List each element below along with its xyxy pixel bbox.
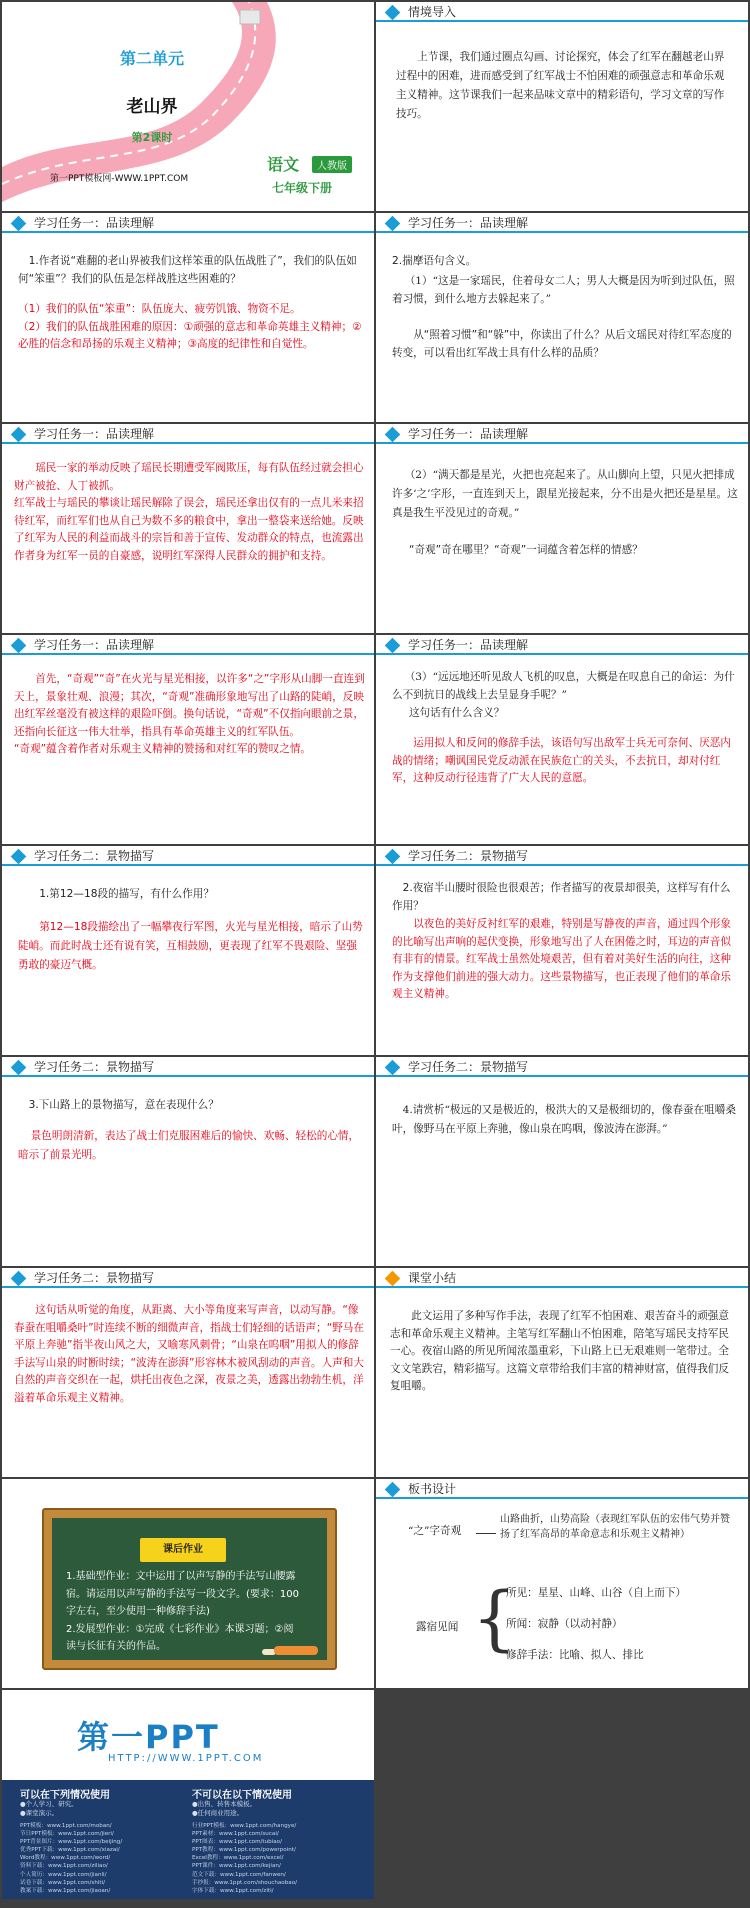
question-text: 2.夜宿半山腰时很险也很艰苦；作者描写的夜景却很美，这样写有什么作用？ bbox=[392, 882, 731, 912]
question-text: 1.第12—18段的描写，有什么作用？ bbox=[39, 888, 214, 900]
cannot-use-title: 不可以在以下情况使用 bbox=[192, 1790, 292, 1801]
brand-logo: 第一PPT bbox=[77, 1718, 220, 1756]
answer-text: 第12—18段描绘出了一幅攀夜行军图，火光与星光相接，暗示了山势陡峭。而此时战士还有说有笑，互相鼓励，更表现了红军不畏艰险、坚强勇敢的豪迈气概。 bbox=[18, 921, 363, 971]
slide-title: 学习任务二：景物描写 bbox=[34, 1271, 155, 1285]
slide-task1-q2[interactable] bbox=[376, 213, 748, 422]
slide-title: 板书设计 bbox=[408, 1482, 457, 1496]
intro-text: 上节课，我们通过圈点勾画、讨论探究，体会了红军在翻越老山界过程中的困难，进而感受到了红军战士不怕困难的顽强意志和革命乐观主义精神。这节课我们一起来品味文章中的精彩语句，学习文章的写作技巧。 bbox=[396, 51, 725, 120]
answer-text: 瑶民一家的举动反映了瑶民长期遭受军阀欺压，每有队伍经过就会担心财产被抢、人丁被抓。 红军战士与瑶民的攀谈让瑶民解除了误会，瑶民还拿出仅有的一点儿米来招待红军，而红军们也从自己为数不多的粮食中，拿出一整袋来送给她。反映了红军为人民的利益而战斗的宗旨和善于宣传、发动群众的特点，也流露出作者身为红军一员的自豪感，说明红军深得人民群众的拥护和支持。 bbox=[14, 462, 364, 562]
slide-header bbox=[376, 635, 748, 662]
diamond-icon bbox=[385, 1482, 401, 1498]
diamond-icon bbox=[11, 638, 27, 654]
diamond-icon bbox=[11, 427, 27, 443]
cover-unit: 第二单元 bbox=[119, 49, 184, 68]
slide-cover[interactable] bbox=[2, 2, 374, 211]
cover-grade: 七年级下册 bbox=[272, 181, 333, 195]
slide-task1-a3[interactable] bbox=[2, 635, 374, 844]
slide-end[interactable] bbox=[2, 1690, 374, 1899]
quote-text: （1）“这是一家瑶民，住着母女二人；男人大概是因为听到过队伍，照着习惯，到什么地方去躲起来了。” bbox=[392, 275, 735, 305]
slide-header bbox=[2, 1268, 374, 1295]
slide-title: 学习任务一：品读理解 bbox=[408, 216, 529, 230]
slide-task2-q2[interactable] bbox=[376, 846, 748, 1055]
brand-url[interactable]: HTTP://WWW.1PPT.COM bbox=[108, 1753, 264, 1764]
cover-site: 第一PPT模板网-WWW.1PPT.COM bbox=[50, 174, 189, 184]
slide-header bbox=[376, 424, 748, 451]
slide-header bbox=[2, 846, 374, 873]
question-text: 2.揣摩语句含义。 bbox=[392, 255, 477, 267]
slide-task1-q1[interactable] bbox=[2, 213, 374, 422]
slide-intro[interactable] bbox=[376, 2, 748, 211]
diamond-icon bbox=[385, 638, 401, 654]
slide-summary[interactable] bbox=[376, 1268, 748, 1477]
slide-title: 学习任务二：景物描写 bbox=[34, 849, 155, 863]
answer-text: 首先，“奇观”“奇”在火光与星光相接，以许多“之”字形从山脚一直连到天上，景象壮观、浪漫；其次，“奇观”准确形象地写出了山路的陡峭，反映出红军丝毫没有被这样的艰险吓倒。换句话说，“奇观”不仅指向眼前之景，还指向长征这一伟大壮举，指具有革命英雄主义的红军队伍。 “奇观”蕴含着作者对乐观主义精神的赞扬和对红军的赞叹之情。 bbox=[14, 673, 365, 756]
diamond-icon bbox=[385, 1271, 401, 1287]
slide-title: 学习任务二：景物描写 bbox=[34, 1060, 155, 1074]
eraser-icon bbox=[274, 1646, 318, 1655]
slide-title: 课堂小结 bbox=[408, 1271, 457, 1285]
slide-task2-q1[interactable] bbox=[2, 846, 374, 1055]
slide-task2-q4[interactable] bbox=[376, 1057, 748, 1266]
slide-title: 学习任务一：品读理解 bbox=[408, 427, 529, 441]
slide-title: 情境导入 bbox=[408, 5, 457, 19]
can-use-body: ●个人学习、研究。 ●课堂演示。 bbox=[20, 1800, 78, 1817]
slide-title: 学习任务一：品读理解 bbox=[34, 216, 155, 230]
answer-text: 景色明朗清新，表达了战士们克服困难后的愉快、欢畅、轻松的心情，暗示了前景光明。 bbox=[18, 1130, 360, 1161]
slide-header bbox=[376, 1268, 748, 1295]
can-use-title: 可以在下列情况使用 bbox=[20, 1790, 110, 1801]
cannot-use-body: ●出售、转售本模板。 ●任何商业用途。 bbox=[192, 1800, 257, 1817]
cover-subject: 语文 bbox=[267, 155, 300, 174]
diamond-icon bbox=[11, 216, 27, 232]
diamond-icon bbox=[11, 1271, 27, 1287]
dash-line bbox=[476, 1533, 496, 1534]
cover-title: 老山界 bbox=[126, 97, 178, 117]
zhi-desc: 山路曲折，山势高险（表现红军队伍的宏伟气势并赞扬了红军高昂的革命意志和乐观主义精神） bbox=[500, 1514, 730, 1540]
slide-task2-q3[interactable] bbox=[2, 1057, 374, 1266]
brace-icon: { bbox=[472, 1577, 517, 1659]
zhi-label: “之”字奇观 bbox=[408, 1525, 462, 1537]
links-right[interactable]: 行业PPT模板：www.1ppt.com/hangye/ PPT素材：www.1ppt.com/sucai/ PPT图表：www.1ppt.com/tubiao/ PPT教程：www.1ppt.com/powerpoint/ Excel教程：www.1ppt.com/excel/ PPT课件：www.1ppt.com/kejian/ 范文下载：www.1ppt.com/fanwen/ 手抄报：www.1ppt.com/shouchaobao/ 字体下载：www.1ppt.com/ziti/ bbox=[192, 1823, 298, 1894]
question-text: 3.下山路上的景物描写，意在表现什么？ bbox=[28, 1099, 219, 1111]
slide-header bbox=[376, 2, 748, 29]
rhetoric-text: 修辞手法：比喻、拟人、排比 bbox=[506, 1649, 644, 1661]
cover-lesson: 第2课时 bbox=[131, 131, 173, 144]
diamond-icon bbox=[385, 216, 401, 232]
quote-text: （3）“远远地还听见敌人飞机的叹息，大概是在叹息自己的命运：为什么不到抗日的战线上去呈显身手呢？” bbox=[392, 671, 735, 701]
answer-text: 这句话从听觉的角度，从距离、大小等角度来写声音，以动写静。“像春蚕在咀嚼桑叶”时连续不断的细微声音，指战士们轻细的话语声；“野马在平原上奔驰”指半夜山风之大，又喻寒风刺骨；“山泉在呜咽”用拟人的修辞手法写山泉的时断时续；“波涛在澎湃”形容林木被风刮动的声音。人声和大自然的声音交织在一起，烘托出夜色之深，夜景之美，透露出勃勃生机，洋溢着革命乐观主义精神。 bbox=[14, 1304, 364, 1404]
slide-board-design[interactable] bbox=[376, 1479, 748, 1688]
homework-text: 1.基础型作业：文中运用了以声写静的手法写山腰露宿。请运用以声写静的手法写一段文字。(要求：100字左右，至少使用一种修辞手法) 2.发展型作业：①完成《七彩作业》本课习题；②阅读与长征有关的作品。 bbox=[66, 1571, 299, 1652]
slide-header bbox=[376, 846, 748, 873]
diamond-icon bbox=[385, 1060, 401, 1076]
slide-header bbox=[2, 635, 374, 662]
links-left[interactable]: PPT模板：www.1ppt.com/moban/ 节日PPT模板：www.1ppt.com/jieri/ PPT背景图片：www.1ppt.com/beijing/ 优秀PPT下载：www.1ppt.com/xiazai/ Word教程：www.1ppt.com/word/ 资料下载：www.1ppt.com/ziliao/ 个人简历：www.1ppt.com/jianli/ 试卷下载：www.1ppt.com/shiti/ 教案下载：www.1ppt.com/jiaoan/ bbox=[20, 1823, 123, 1894]
question-text: “奇观”奇在哪里？“奇观”一词蕴含着怎样的情感？ bbox=[408, 544, 643, 556]
slide-task1-q3[interactable] bbox=[376, 424, 748, 633]
summary-text: 此文运用了多种写作手法，表现了红军不怕困难、艰苦奋斗的顽强意志和革命乐观主义精神。主笔写红军翻山不怕困难，陪笔写瑶民支持军民一心。夜宿山路的所见所闻浓墨重彩，下山路上已无艰难则一笔带过。全文文笔跌宕，精彩描写。这篇文章带给我们丰富的精神财富，值得我们反复咀嚼。 bbox=[390, 1310, 729, 1393]
answer-text: （1）我们的队伍“笨重”：队伍庞大、疲劳饥饿、物资不足。 （2）我们的队伍战胜困难的原因：①顽强的意志和革命英雄主义精神；②必胜的信念和昂扬的乐观主义精神；③高度的纪律性和自觉性。 bbox=[18, 303, 362, 351]
diamond-icon bbox=[385, 5, 401, 21]
slide-title: 学习任务二：景物描写 bbox=[408, 1060, 529, 1074]
diamond-icon bbox=[11, 1060, 27, 1076]
license-panel bbox=[2, 1780, 374, 1899]
question-text-2: 从“照着习惯”和“躲”中，你读出了什么？从后文瑶民对待红军态度的转变，可以看出红军战士具有什么样的品质？ bbox=[392, 329, 732, 359]
quote-text: （2）“满天都是星光，火把也亮起来了。从山脚向上望，只见火把排成许多‘之’字形，一直连到天上，跟星光接起来，分不出是火把还是星星。这真是我生平没见过的奇观。” bbox=[392, 469, 738, 519]
slide-task1-q4[interactable] bbox=[376, 635, 748, 844]
slide-header bbox=[2, 213, 374, 240]
slide-title: 学习任务二：景物描写 bbox=[408, 849, 529, 863]
homework-tag: 课后作业 bbox=[140, 1538, 226, 1562]
seen-text: 所见：星星、山峰、山谷（自上而下） bbox=[506, 1587, 687, 1599]
question-text: 1.作者说“难翻的老山界被我们这样笨重的队伍战胜了”，我们的队伍如何“笨重”？我们的队伍是怎样战胜这些困难的？ bbox=[18, 255, 357, 285]
slide-header bbox=[2, 424, 374, 451]
answer-text: 以夜色的美好反衬红军的艰难，特别是写静夜的声音，通过四个形象的比喻写出声响的起伏变换，形象地写出了人在困倦之时，耳边的声音似有非有的情景。红军战士虽然处境艰苦，但有着对美好生活的向往，这种作为支撑他们前进的强大动力。这些景物描写，也正表现了他们的革命乐观主义精神。 bbox=[392, 918, 731, 1001]
slide-header bbox=[376, 1479, 748, 1506]
answer-text: 运用拟人和反问的修辞手法，该语句写出敌军士兵无可奈何、厌恶内战的情绪；嘲讽国民党反动派在民族危亡的关头，不去抗日，却对付红军，这种反动行径违背了广大人民的意愿。 bbox=[392, 737, 731, 785]
question-text: 4.请赏析“极远的又是极近的，极洪大的又是极细切的，像春蚕在咀嚼桑叶，像野马在平原上奔驰，像山泉在呜咽，像波涛在澎湃。” bbox=[392, 1104, 736, 1135]
question-text: 这句话有什么含义？ bbox=[408, 707, 505, 719]
blackboard bbox=[42, 1508, 337, 1670]
heard-text: 所闻：寂静（以动衬静） bbox=[506, 1618, 623, 1630]
slide-header bbox=[376, 1057, 748, 1084]
slide-homework[interactable] bbox=[2, 1479, 374, 1688]
slide-title: 学习任务一：品读理解 bbox=[34, 427, 155, 441]
diamond-icon bbox=[11, 849, 27, 865]
slide-header bbox=[2, 1057, 374, 1084]
diamond-icon bbox=[385, 427, 401, 443]
slide-title: 学习任务一：品读理解 bbox=[34, 638, 155, 652]
cover-edition: 人教版 bbox=[312, 156, 352, 173]
diamond-icon bbox=[385, 849, 401, 865]
slide-header bbox=[376, 213, 748, 240]
slide-task2-a4[interactable] bbox=[2, 1268, 374, 1477]
lusu-label: 露宿见闻 bbox=[416, 1621, 459, 1633]
slide-task1-a2[interactable] bbox=[2, 424, 374, 633]
slide-title: 学习任务一：品读理解 bbox=[408, 638, 529, 652]
